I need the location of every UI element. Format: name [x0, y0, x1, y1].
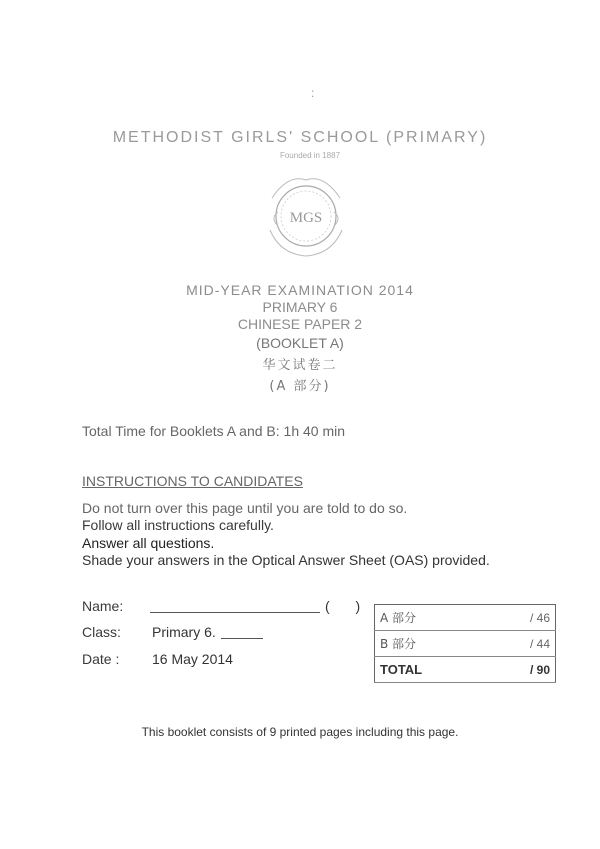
date-value: 16 May 2014 — [152, 651, 233, 667]
paper-title: CHINESE PAPER 2 — [237, 316, 363, 332]
established-text: Founded in 1887 — [279, 151, 341, 160]
total-time-text: Total Time for Booklets A and B: 1h 40 min — [82, 423, 346, 439]
score-table — [374, 604, 556, 683]
score-row — [375, 605, 556, 631]
school-name: METHODIST GIRLS' SCHOOL (PRIMARY) — [112, 129, 488, 146]
name-field[interactable] — [150, 612, 320, 613]
crest-letters: MGS — [289, 210, 323, 226]
class-label: Class: — [82, 624, 121, 640]
score-total-row — [375, 657, 556, 683]
exam-title: MID-YEAR EXAMINATION 2014 — [186, 282, 414, 298]
score-total-value: / 90 — [489, 657, 555, 683]
score-value: / 44 — [489, 631, 555, 657]
register-number-field[interactable]: ( ) — [325, 598, 361, 614]
page-mark: : — [311, 86, 315, 100]
footer-note: This booklet consists of 9 printed pages including this page. — [141, 725, 459, 739]
instruction-item: Follow all instructions carefully. — [82, 517, 274, 533]
score-part-label: B 部分 — [375, 631, 490, 657]
name-label: Name: — [82, 598, 124, 614]
instructions-heading: INSTRUCTIONS TO CANDIDATES — [82, 473, 303, 489]
level-text: PRIMARY 6 — [262, 299, 338, 315]
booklet-label: (BOOKLET A) — [256, 335, 344, 351]
instruction-item: Shade your answers in the Optical Answer Sheet (OAS) provided. — [82, 552, 490, 568]
class-field[interactable] — [221, 638, 263, 639]
score-row — [375, 631, 556, 657]
instruction-item: Do not turn over this page until you are told to do so. — [82, 500, 408, 516]
instruction-item: Answer all questions. — [82, 535, 215, 551]
score-total-label: TOTAL — [375, 657, 490, 683]
score-value: / 46 — [489, 605, 555, 631]
score-part-label: A 部分 — [375, 605, 490, 631]
school-crest-logo — [258, 168, 354, 264]
chinese-title: 华文试卷二 — [262, 358, 338, 373]
class-value: Primary 6. — [152, 624, 216, 640]
date-label: Date : — [82, 651, 120, 667]
chinese-section: (A 部分) — [269, 379, 331, 394]
